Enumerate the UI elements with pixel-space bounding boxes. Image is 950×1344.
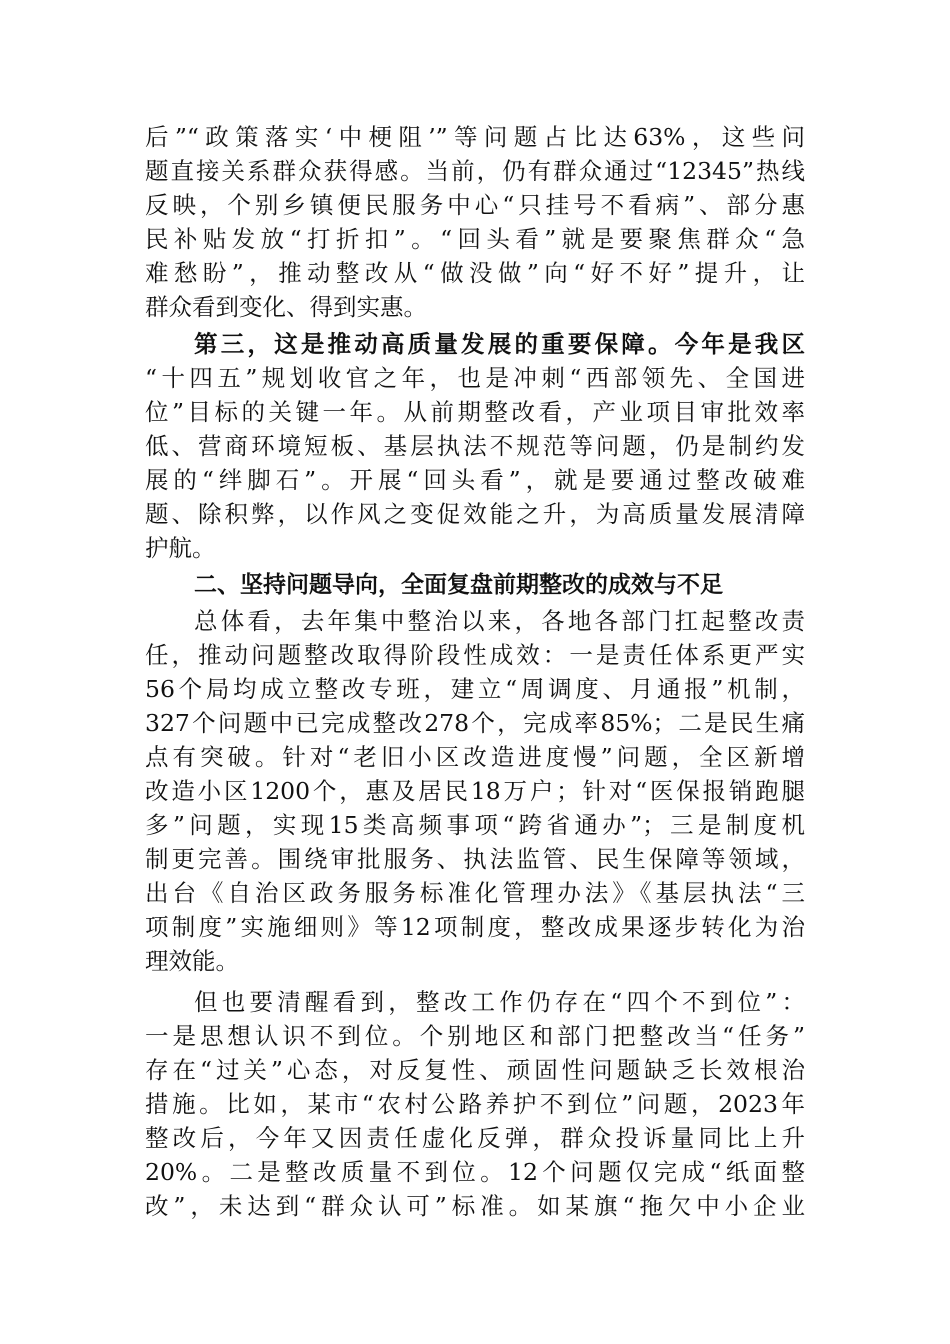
text-line: 制更完善。围绕审批服务、执法监管、民生保障等领域， [145,845,805,873]
section-heading: 二、坚持问题导向，全面复盘前期整改的成效与不足 [194,572,723,598]
lead-in: 第三， [194,330,275,358]
text-line: 存在“过关”心态，对反复性、顽固性问题缺乏长效根治 [145,1056,805,1084]
text-line-with-lead [194,326,805,362]
text-line: 展的“绊脚石”。开展“回头看”，就是要通过整改破难 [145,466,805,494]
text-line: 项制度”实施细则》等12项制度，整改成果逐步转化为治 [145,913,805,941]
text-line: 整改后，今年又因责任虚化反弹，群众投诉量同比上升 [145,1124,805,1152]
text-line: 后”“政策落实‘中梗阻’”等问题占比达63%，这些问 [145,123,805,151]
text-line: 一是思想认识不到位。个别地区和部门把整改当“任务” [145,1022,805,1050]
text-line: 但也要清醒看到，整改工作仍存在“四个不到位”： [194,988,805,1016]
text-line: 反映，个别乡镇便民服务中心“只挂号不看病”、部分惠 [145,191,805,219]
text-line: 总体看，去年集中整治以来，各地各部门扛起整改责 [194,607,805,635]
text-line: 改造小区1200个，惠及居民18万户；针对“医保报销跑腿 [145,777,805,805]
text-line: 群众看到变化、得到实惠。 [145,293,427,321]
text-line: 多”问题，实现15类高频事项“跨省通办”；三是制度机 [145,811,805,839]
text-line: 20%。二是整改质量不到位。12个问题仅完成“纸面整 [145,1158,805,1186]
text-line: 题、除积弊，以作风之变促效能之升，为高质量发展清障 [145,500,805,528]
text-line: 任，推动问题整改取得阶段性成效：一是责任体系更严实 [145,641,805,669]
text-line: 理效能。 [145,947,239,975]
text-line: 难愁盼”，推动整改从“做没做”向“好不好”提升，让 [145,259,805,287]
lead-sentence: 这是推动高质量发展的重要保障。今年是我区 [274,330,806,358]
text-line: 改”，未达到“群众认可”标准。如某旗“拖欠中小企业 [145,1192,805,1220]
text-line: “十四五”规划收官之年，也是冲刺“西部领先、全国进 [145,364,805,392]
text-line: 点有突破。针对“老旧小区改造进度慢”问题，全区新增 [145,743,805,771]
text-line: 56个局均成立整改专班，建立“周调度、月通报”机制， [145,675,805,703]
text-line: 位”目标的关键一年。从前期整改看，产业项目审批效率 [145,398,805,426]
text-line: 题直接关系群众获得感。当前，仍有群众通过“12345”热线 [145,157,805,185]
text-line: 措施。比如，某市“农村公路养护不到位”问题，2023年 [145,1090,805,1118]
text-line: 民补贴发放“打折扣”。“回头看”就是要聚焦群众“急 [145,225,805,253]
text-line: 出台《自治区政务服务标准化管理办法》《基层执法“三 [145,879,805,907]
text-line: 护航。 [145,534,216,562]
text-line: 低、营商环境短板、基层执法不规范等问题，仍是制约发 [145,432,805,460]
text-line: 327个问题中已完成整改278个，完成率85%；二是民生痛 [145,709,805,737]
